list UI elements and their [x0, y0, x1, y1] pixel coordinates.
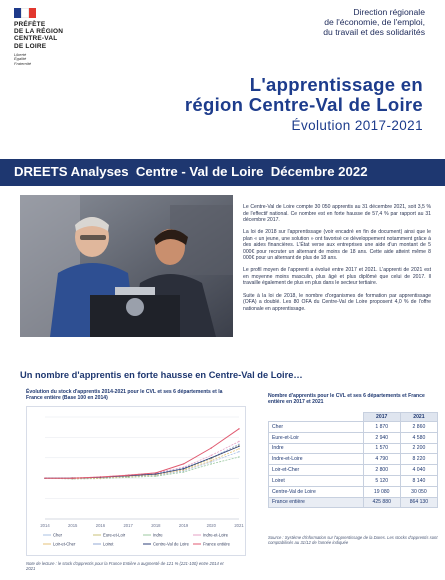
motto [14, 53, 104, 67]
x-tick-label: 2015 [68, 523, 78, 528]
motto-liberte: Liberté [14, 51, 27, 57]
apprentices-table [268, 412, 438, 508]
flag-icon [14, 8, 36, 18]
data-point [211, 460, 212, 461]
table-cell-value: 425 880 [363, 497, 400, 508]
line-chart [27, 407, 245, 555]
prefecture-line-1: PRÉFÈTE [14, 21, 46, 28]
prefecture-line-2: DE LA RÉGION [14, 28, 64, 36]
legend-label: Loiret [103, 541, 114, 547]
table-cell-label: Indre-et-Loire [269, 454, 364, 465]
table-cell-value: 2 800 [363, 465, 400, 476]
table-cell-label: Eure-et-Loir [269, 432, 364, 443]
intro-paragraph-1: Le Centre-Val de Loire compte 30 050 apprentis au 31 décembre 2021, soit 3,5 % de l'effectif national. Ce nombre est en forte hausse de 57,4 % par rapport au 31 décembre 2017. [243, 204, 431, 224]
title-line-1: L'apprentissage en [249, 74, 423, 95]
apprentice-photo [20, 195, 233, 337]
motto-fraternite: Fraternité [14, 61, 32, 66]
series-line [45, 446, 239, 479]
table-header-row [269, 413, 438, 422]
table-cell-label: Centre-Val de Loire [269, 486, 364, 497]
series-line [45, 429, 239, 478]
table-header-2021: 2021 [400, 413, 437, 422]
direction-line-3: du travail et des solidarités [323, 27, 425, 37]
table-row [269, 465, 438, 476]
table-row [269, 486, 438, 497]
intro-paragraph-3: Le profil moyen de l'apprenti a évolué entre 2017 et 2021. L'apprenti de 2021 est en moyenne moins masculin, plus âgé et plus diplômé que celui de 2017. Il travaille également de plus en plus dans le secteur tertiaire. [243, 267, 431, 287]
table-header-empty [269, 413, 364, 422]
intro-paragraph-4: Suite à la loi de 2018, le nombre d'organismes de formation par apprentissage (OFA) a doublé. Les 80 OFA du Centre-Val de Loire proposent 4,0 % de l'offre nationale en apprentissage. [243, 292, 431, 312]
table-cell-label: Cher [269, 422, 364, 433]
table-cell-value: 1 870 [363, 422, 400, 433]
data-point [238, 448, 239, 449]
data-point [183, 468, 184, 469]
x-tick-label: 2021 [234, 523, 244, 528]
series-line [45, 442, 239, 479]
title-line-2: région Centre-Val de Loire [184, 94, 423, 115]
workshop-illustration [20, 195, 233, 337]
intro-paragraph-2: La loi de 2018 sur l'apprentissage (voir encadré en fin de document) ainsi que le plan « un jeune, une solution » ont favorisé ce développement notamment grâce à des aides financières. L'État verse aux entreprises une aide d'un montant de 5 000€ pour recruter un alternant de moins de 18 ans. Cette aide atteint même 8 000€ pour un alternant de plus de 18 ans. [243, 229, 431, 262]
data-point [155, 472, 156, 473]
table-cell-value: 4 790 [363, 454, 400, 465]
table-row [269, 475, 438, 486]
table-row [269, 443, 438, 454]
x-tick-label: 2020 [206, 523, 216, 528]
data-point [155, 473, 156, 474]
table-cell-value: 8 140 [400, 475, 437, 486]
table-row [269, 432, 438, 443]
table-source: Source : Système d'information sur l'apprentissage de la Dares. Les stocks d'apprentis sont comptabilisés au 31/12 de l'année indiquée [268, 535, 438, 546]
intro-text [243, 204, 431, 318]
data-point [183, 463, 184, 464]
table-cell-value: 30 050 [400, 486, 437, 497]
table-cell-label: Loiret [269, 475, 364, 486]
x-tick-label: 2016 [95, 523, 106, 528]
document-title [185, 75, 423, 134]
table-cell-value: 2 940 [363, 432, 400, 443]
reading-note: Note de lecture : le stock d'apprentis pour la France Entière a augmenté de 121 % (221-100) entre 2014 et 2021 [26, 561, 224, 572]
table-row [269, 454, 438, 465]
direction-name [275, 7, 425, 37]
table-header-2017: 2017 [363, 413, 400, 422]
table-caption: Nombre d'apprentis pour le CVL et ses 6 départements et France entière en 2017 et 2021 [268, 393, 425, 406]
legend-label: Cher [53, 532, 63, 538]
data-point [100, 476, 101, 477]
prefecture-line-3: CENTRE-VAL [14, 35, 58, 43]
data-point [238, 451, 239, 452]
x-tick-label: 2018 [151, 523, 161, 528]
table-row [269, 497, 438, 508]
section-title: Un nombre d'apprentis en forte hausse en Centre-Val de Loire… [20, 370, 303, 380]
table-cell-value: 864 130 [400, 497, 437, 508]
data-point [238, 444, 239, 445]
table-cell-value: 19 080 [363, 486, 400, 497]
table-cell-label: Indre [269, 443, 364, 454]
data-point [238, 428, 239, 429]
motto-egalite: Égalité [14, 56, 27, 62]
prefecture-logo [14, 8, 104, 67]
data-point [183, 469, 184, 470]
x-tick-label: 2014 [40, 523, 50, 528]
data-point [238, 446, 239, 447]
table-cell-value: 4 580 [400, 432, 437, 443]
chart-frame [26, 406, 246, 556]
publication-banner [0, 159, 445, 186]
legend-label: Indre-et-Loire [203, 532, 229, 538]
table-cell-value: 1 570 [363, 443, 400, 454]
direction-line-2: de l'économie, de l'emploi, [324, 17, 425, 27]
table-cell-label: France entière [269, 497, 364, 508]
legend-label: Centre-Val de Loire [153, 541, 190, 547]
table-cell-value: 2 860 [400, 422, 437, 433]
x-tick-label: 2017 [123, 523, 133, 528]
table-cell-label: Loir-et-Cher [269, 465, 364, 476]
data-point [211, 457, 212, 458]
legend-label: Indre [153, 532, 163, 538]
x-tick-label: 2019 [178, 523, 189, 528]
data-point [44, 478, 45, 479]
prefecture-line-4: DE LOIRE [14, 42, 47, 50]
table-cell-value: 8 220 [400, 454, 437, 465]
data-point [211, 455, 212, 456]
data-point [238, 441, 239, 442]
data-point [211, 447, 212, 448]
data-point [183, 471, 184, 472]
data-point [211, 463, 212, 464]
table-cell-value: 2 200 [400, 443, 437, 454]
data-point [155, 475, 156, 476]
data-point [211, 461, 212, 462]
legend-label: Loir-et-Cher [53, 541, 76, 547]
table-cell-value: 5 120 [363, 475, 400, 486]
legend-label: Eure-et-Loir [103, 532, 126, 538]
table-cell-value: 4 040 [400, 465, 437, 476]
chart-caption: Évolution du stock d'apprentis 2014-2021 pour le CVL et ses 6 départements et la France entière (Base 100 en 2014) [26, 389, 223, 402]
data-point [238, 456, 239, 457]
banner-text: DREETS Analyses Centre - Val de Loire Décembre 2022 [14, 164, 368, 179]
title-subtitle: Évolution 2017-2021 [291, 118, 423, 133]
data-point [72, 478, 73, 479]
legend-label: France entière [203, 541, 230, 547]
table-row [269, 422, 438, 433]
data-point [127, 475, 128, 476]
direction-line-1: Direction régionale [353, 7, 425, 17]
